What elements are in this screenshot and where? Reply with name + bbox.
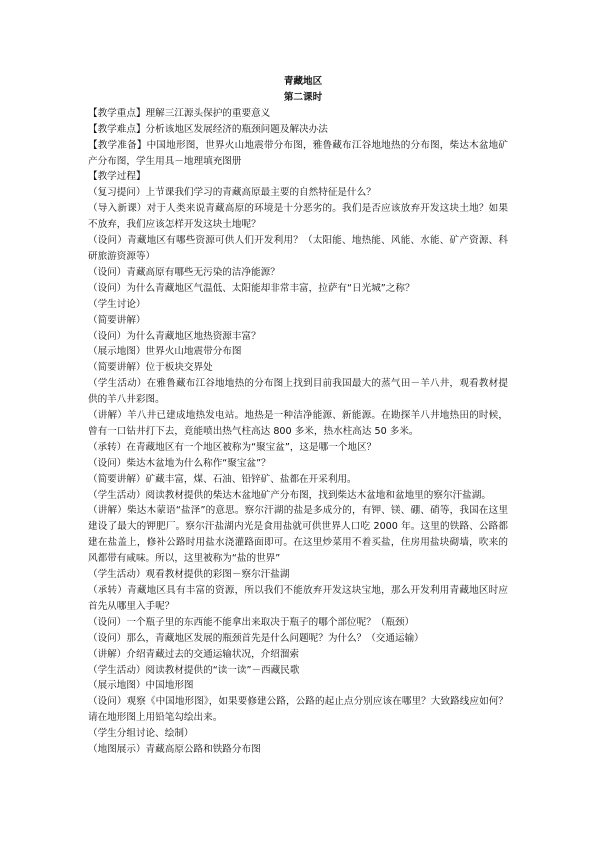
body-paragraph: （学生活动）阅读教材提供的“读一读”－西藏民歌 (88, 664, 300, 676)
body-paragraph: （学生讨论） (88, 298, 146, 310)
body-paragraph: （讲解）羊八井已建成地热发电站。地热是一种洁净能源、新能源。在勘探羊八井地热田的时候，曾有一口钻井打下去，竟能喷出热气柱高达 800 多米，热水柱高达 50 多米。 (88, 410, 508, 437)
body-paragraph: （学生分组讨论、绘制） (88, 728, 194, 740)
body-paragraph: （学生活动）观看教材提供的彩图－察尔汗盐湖 (88, 569, 290, 581)
body-paragraph: （简要讲解）位于板块交界处 (88, 362, 213, 374)
teaching-process-heading: 【教学过程】 (88, 171, 146, 183)
document-subtitle: 第二课时 (283, 91, 323, 103)
body-paragraph: （设问）观察《中国地形图》，如果要修建公路，公路的起止点分别应该在哪里？大致路线应如何？请在地形图上用铅笔勾绘出来。 (88, 696, 508, 724)
body-paragraph: （设问）青藏高原有哪些无污染的洁净能源？ (88, 266, 280, 278)
body-paragraph: （简要讲解）矿藏丰富，煤、石油、铅锌矿、盐都在开采利用。 (88, 473, 357, 485)
teaching-preparation: 【教学准备】中国地形图，世界火山地震带分布图，雅鲁藏布江谷地地热的分布图，柴达木盆地矿产分布图，学生用具－地理填充图册 (88, 139, 508, 167)
body-paragraph: （讲解）柴达木蒙语“盐泽”的意思。察尔汗湖的盐是多成分的，有钾、镁、硼、硝等，我国在这里建设了最大的钾肥厂。察尔汗盐湖内光是食用盐就可供世界人口吃 2000 年。这里的铁路、公路都建在盐盖上，修补公路时用盐水浇灌路面即可。在这里炒菜用不着买盐，住房用盐块砌墙，吹来的风都带有咸味。所以，这里被称为“盐的世界” (88, 505, 508, 565)
body-paragraph: （学生活动）阅读教材提供的柴达木盆地矿产分布图，找到柴达木盆地和盆地里的察尔汗盐湖。 (88, 489, 491, 501)
teaching-focus: 【教学重点】理解三江源头保护的重要意义 (88, 107, 271, 119)
body-paragraph: （复习提问）上节课我们学习的青藏高原最主要的自然特征是什么？ (88, 187, 376, 199)
body-paragraph: （展示地图）世界火山地震带分布图 (88, 346, 242, 358)
body-paragraph: （学生活动）在雅鲁藏布江谷地地热的分布图上找到目前我国最大的蒸气田－羊八井，观看教材提供的羊八井彩图。 (88, 378, 508, 406)
document-page (88, 74, 508, 758)
body-paragraph: （地图展示）青藏高原公路和铁路分布图 (88, 744, 261, 756)
body-paragraph: （导入新课）对于人类来说青藏高原的环境是十分恶劣的。我们是否应该放弃开发这块土地？如果不放弃，我们应该怎样开发这块土地呢？ (88, 203, 508, 231)
body-paragraph: （设问）为什么青藏地区地热资源丰富？ (88, 330, 261, 342)
body-paragraph: （讲解）介绍青藏过去的交通运输状况，介绍溜索 (88, 648, 300, 660)
document-title: 青藏地区 (283, 76, 323, 87)
body-paragraph: （设问）柴达木盆地为什么称作“聚宝盆”？ (88, 457, 271, 469)
body-paragraph: （设问）一个瓶子里的东西能不能拿出来取决于瓶子的哪个部位呢？（瓶颈） (88, 616, 415, 628)
document-body (88, 106, 508, 758)
body-paragraph: （展示地图）中国地形图 (88, 680, 194, 692)
body-paragraph: （设问）那么，青藏地区发展的瓶颈首先是什么问题呢？为什么？（交通运输） (88, 632, 424, 644)
teaching-difficulty: 【教学难点】分析该地区发展经济的瓶颈问题及解决办法 (88, 123, 328, 135)
body-paragraph: （承转）在青藏地区有一个地区被称为“聚宝盆”，这是哪一个地区？ (88, 441, 377, 453)
body-paragraph: （设问）青藏地区有哪些资源可供人们开发利用？（太阳能、地热能、风能、水能、矿产资源、科研旅游资源等） (88, 235, 508, 262)
body-paragraph: （设问）为什么青藏地区气温低、太阳能却非常丰富，拉萨有“日光城”之称？ (88, 282, 415, 294)
body-paragraph: （承转）青藏地区具有丰富的资源，所以我们不能放弃开发这块宝地，那么开发利用青藏地区时应首先从哪里入手呢？ (88, 585, 508, 612)
body-paragraph: （简要讲解） (88, 314, 146, 326)
